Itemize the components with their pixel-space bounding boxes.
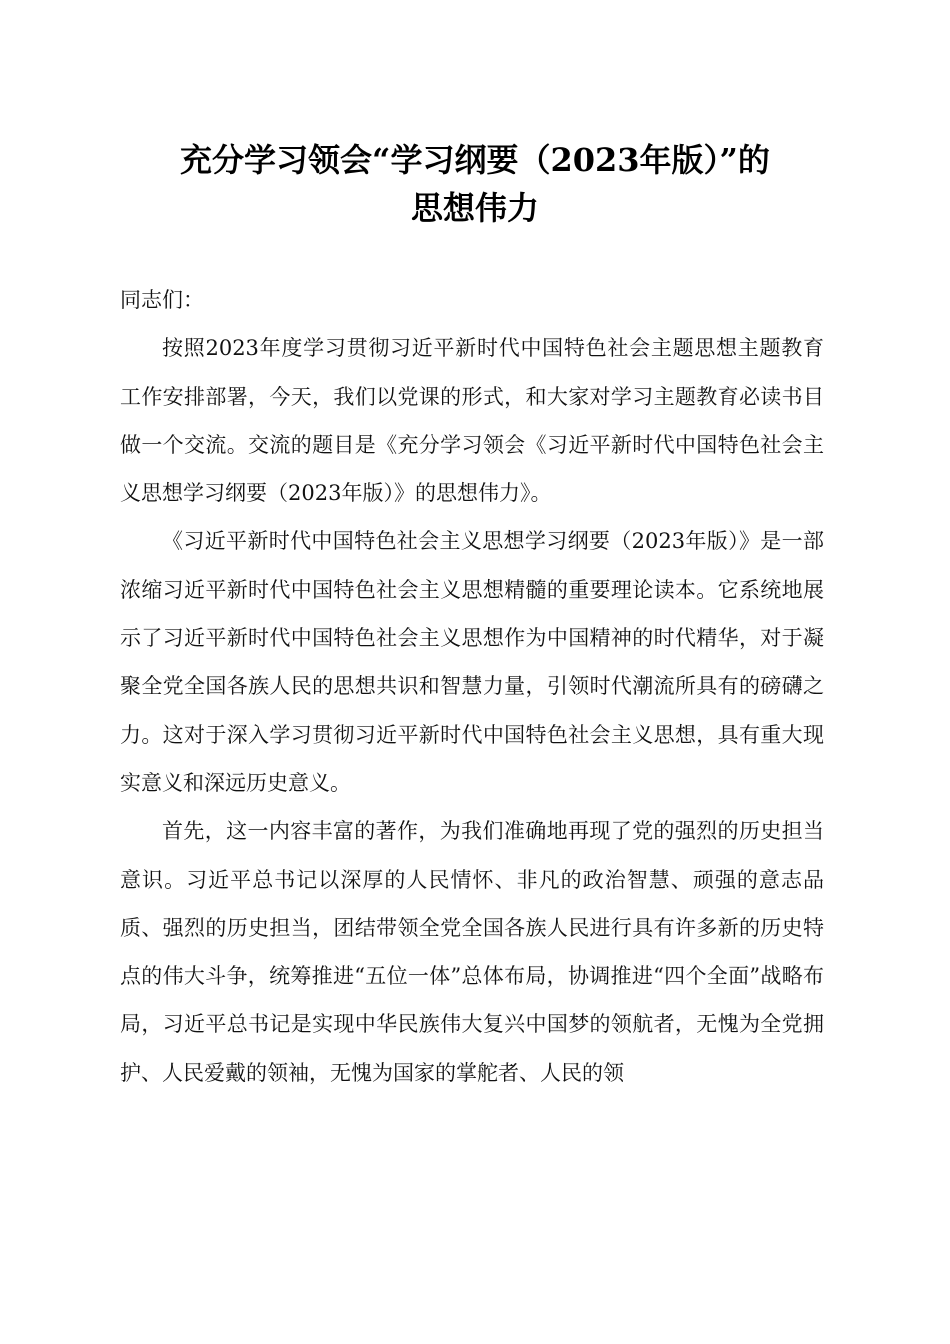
title-line-1: 充分学习领会“学习纲要（2023年版）”的 — [180, 141, 770, 179]
paragraph-1: 按照2023年度学习贯彻习近平新时代中国特色社会主题思想主题教育工作安排部署，今天，我们以党课的形式，和大家对学习主题教育必读书目做一个交流。交流的题目是《充分学习领会《习近平新时代中国特色社会主义思想学习纲要（2023年版）》的思想伟力》。 — [120, 336, 824, 506]
document-body — [120, 276, 824, 1097]
document-title — [0, 136, 950, 232]
paragraph-3: 首先，这一内容丰富的著作，为我们准确地再现了党的强烈的历史担当意识。习近平总书记以深厚的人民情怀、非凡的政治智慧、顽强的意志品质、强烈的历史担当，团结带领全党全国各族人民进行具有许多新的历史特点的伟大斗争，统筹推进“五位一体”总体布局，协调推进“四个全面”战略布局，习近平总书记是实现中华民族伟大复兴中国梦的领航者，无愧为全党拥护、人民爱戴的领袖，无愧为国家的掌舵者、人民的领 — [120, 819, 824, 1085]
title-line-2: 思想伟力 — [410, 189, 539, 227]
salutation: 同志们： — [120, 288, 204, 312]
paragraph-2: 《习近平新时代中国特色社会主义思想学习纲要（2023年版）》是一部浓缩习近平新时代中国特色社会主义思想精髓的重要理论读本。它系统地展示了习近平新时代中国特色社会主义思想作为中国精神的时代精华，对于凝聚全党全国各族人民的思想共识和智慧力量，引领时代潮流所具有的磅礴之力。这对于深入学习贯彻习近平新时代中国特色社会主义思想，具有重大现实意义和深远历史意义。 — [120, 529, 824, 795]
